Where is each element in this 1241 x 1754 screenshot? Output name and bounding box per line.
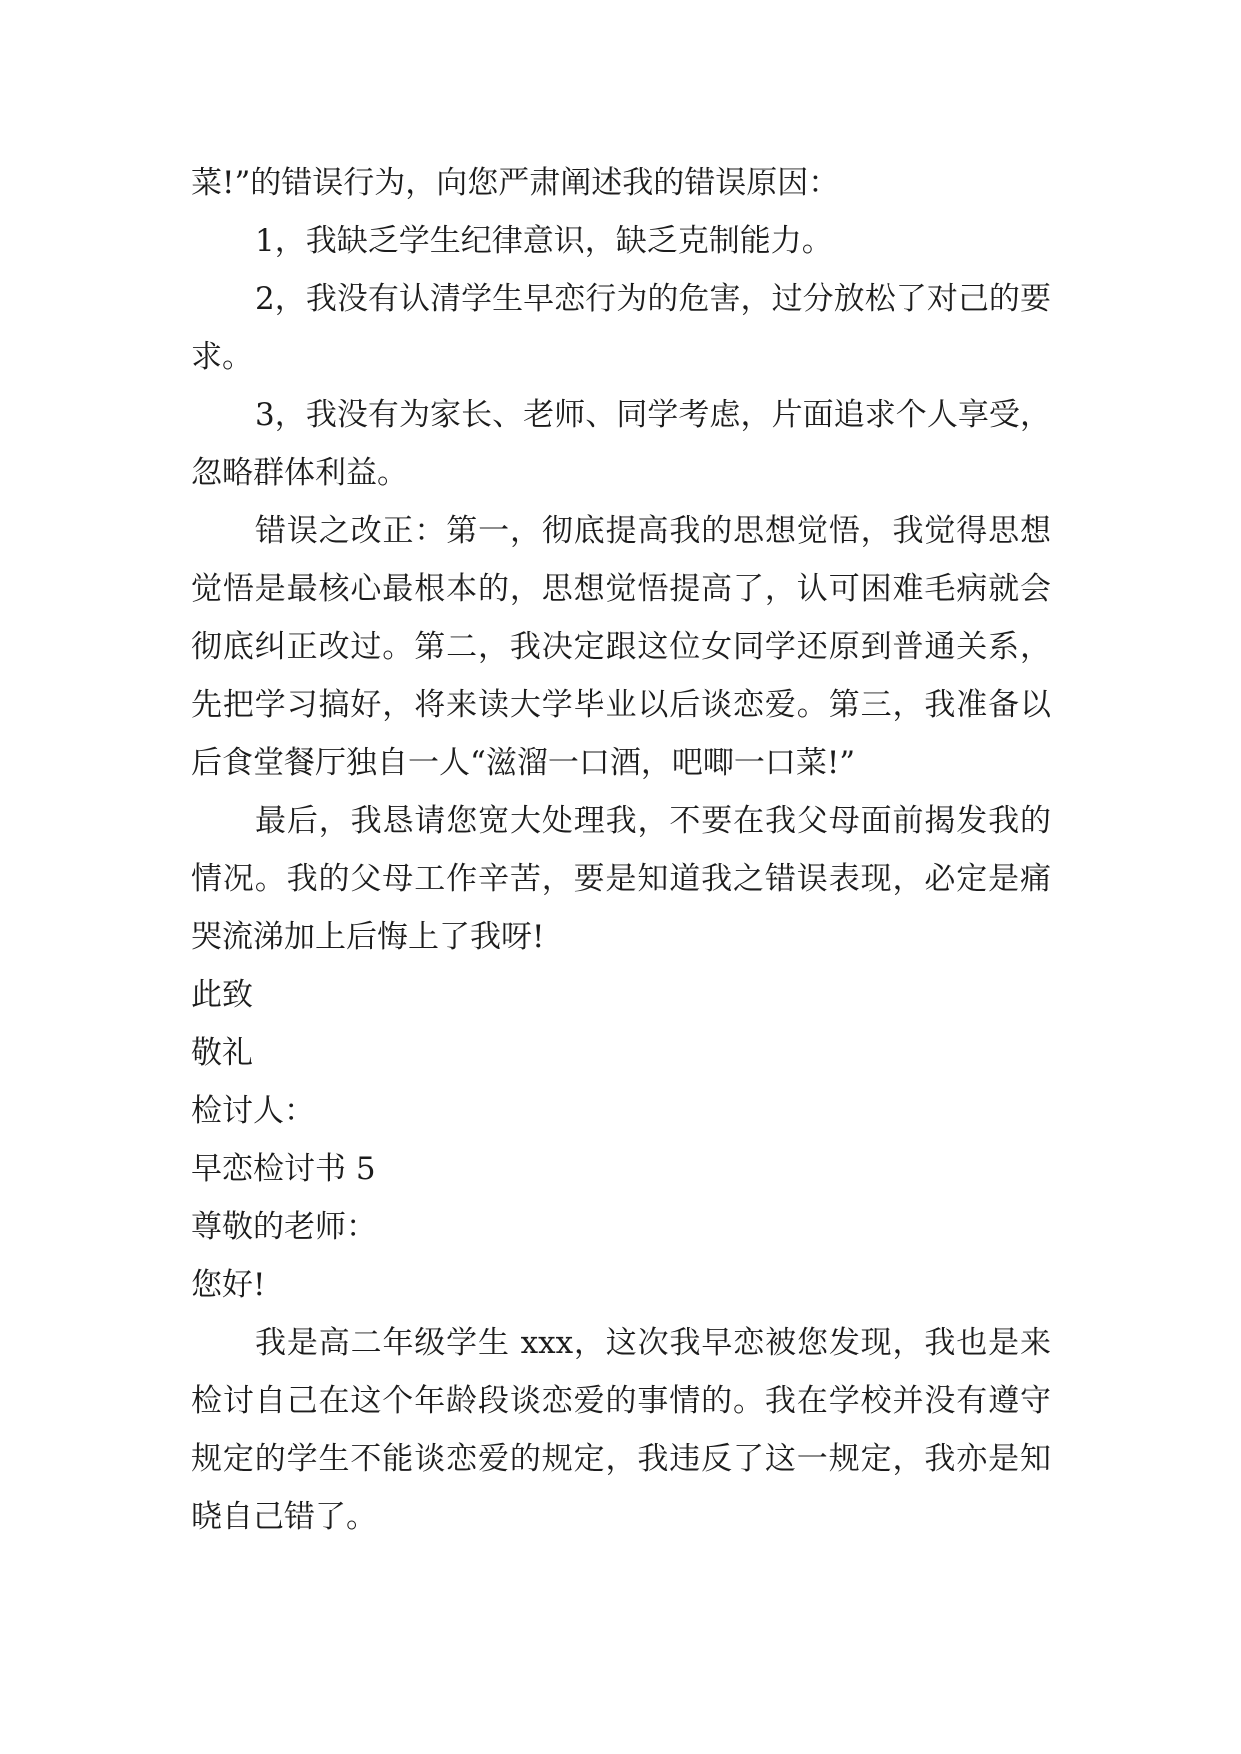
paragraph-reason-2: 2，我没有认清学生早恋行为的危害，过分放松了对己的要求。	[191, 281, 1051, 375]
hello-line: 您好!	[191, 1267, 266, 1303]
closing-salutation-1: 此致	[191, 977, 253, 1013]
greeting: 尊敬的老师：	[191, 1209, 377, 1245]
paragraph-continuation: 菜!”的错误行为，向您严肃阐述我的错误原因：	[191, 165, 840, 201]
paragraph-correction: 错误之改正：第一，彻底提高我的思想觉悟，我觉得思想觉悟是最核心最根本的，思想觉悟提高了，认可困难毛病就会彻底纠正改过。第二，我决定跟这位女同学还原到普通关系，先把学习搞好，将来读大学毕业以后谈恋爱。第三，我准备以后食堂餐厅独自一人“滋溜一口酒，吧唧一口菜!”	[191, 513, 1051, 781]
section-title: 早恋检讨书 5	[191, 1151, 376, 1187]
closing-salutation-2: 敬礼	[191, 1035, 253, 1071]
paragraph-reason-1: 1，我缺乏学生纪律意识，缺乏克制能力。	[255, 223, 833, 259]
paragraph-final-plea: 最后，我恳请您宽大处理我，不要在我父母面前揭发我的情况。我的父母工作辛苦，要是知道我之错误表现，必定是痛哭流涕加上后悔上了我呀!	[191, 803, 1051, 955]
document-body	[191, 154, 1051, 1546]
paragraph-introduction: 我是高二年级学生 xxx，这次我早恋被您发现，我也是来检讨自己在这个年龄段谈恋爱的事情的。我在学校并没有遵守规定的学生不能谈恋爱的规定，我违反了这一规定，我亦是知晓自己错了。	[191, 1325, 1051, 1535]
paragraph-reason-3: 3，我没有为家长、老师、同学考虑，片面追求个人享受，忽略群体利益。	[191, 397, 1051, 491]
signer-label: 检讨人：	[191, 1093, 315, 1129]
